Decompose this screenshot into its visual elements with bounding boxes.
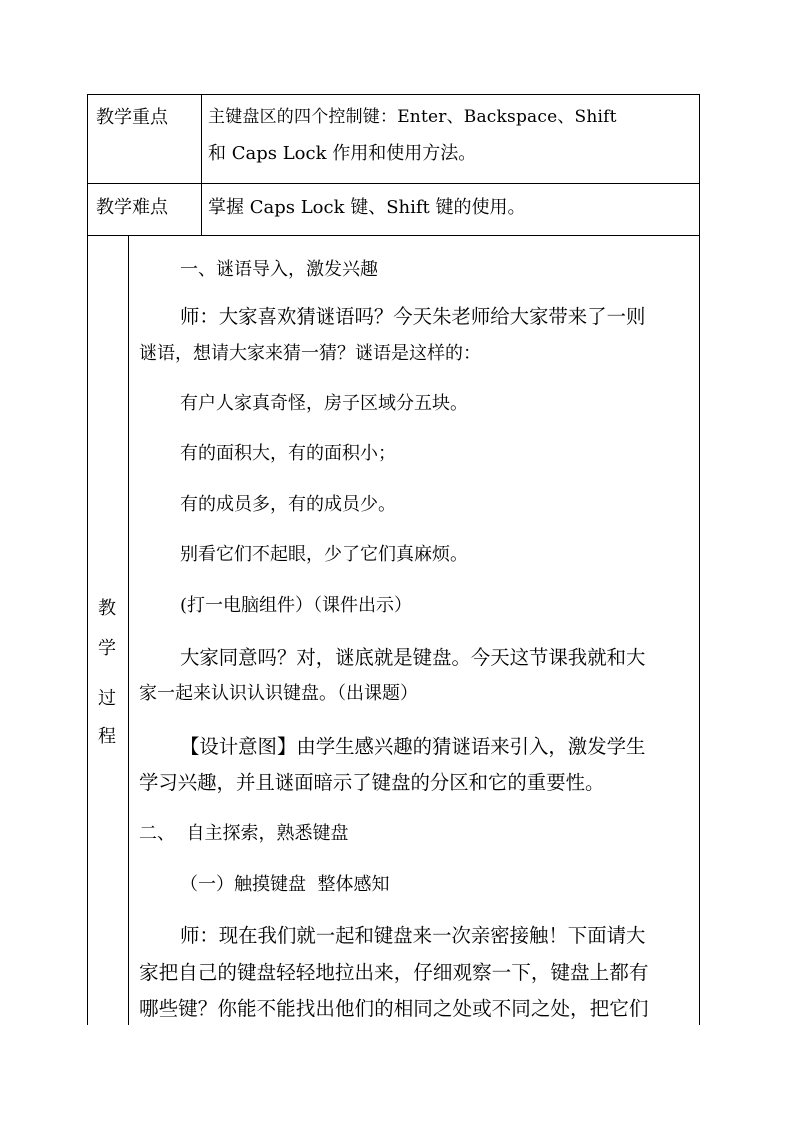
paragraph-answer-2: 家一起来认识认识键盘。（出课题） [139, 683, 418, 704]
riddle-hint: (打一电脑组件）（课件出示） [180, 595, 413, 616]
paragraph-teacher-keyboard-2: 家把自己的键盘轻轻地拉出来，仔细观察一下，键盘上都有 [139, 961, 649, 984]
paragraph-teacher-keyboard-3: 哪些键？你能不能找出他们的相同之处或不同之处，把它们 [139, 997, 649, 1020]
subsection-heading-touch: （一）触摸键盘 整体感知 [180, 874, 390, 895]
key-points-line-2: 和 Caps Lock 作用和使用方法。 [208, 143, 477, 164]
paragraph-teacher-keyboard-1: 师：现在我们就一起和键盘来一次亲密接触！下面请大 [180, 924, 646, 947]
riddle-line-1: 有户人家真奇怪，房子区域分五块。 [180, 393, 468, 414]
riddle-line-2: 有的面积大，有的面积小； [180, 443, 396, 464]
riddle-line-4: 别看它们不起眼，少了它们真麻烦。 [180, 544, 468, 565]
design-intent-1: 【设计意图】由学生感兴趣的猜谜语来引入，激发学生 [180, 735, 646, 758]
process-label-char-4: 程 [98, 726, 116, 747]
paragraph-teacher-riddle-1: 师：大家喜欢猜谜语吗？今天朱老师给大家带来了一则 [180, 305, 646, 328]
process-label-char-2: 学 [98, 638, 116, 659]
process-label-char-3: 过 [98, 688, 116, 709]
difficulties-content: 掌握 Caps Lock 键、Shift 键的使用。 [208, 197, 526, 218]
design-intent-2: 学习兴趣，并且谜面暗示了键盘的分区和它的重要性。 [139, 771, 605, 794]
section-heading-riddle: 一、谜语导入，激发兴趣 [180, 259, 378, 280]
key-points-line-1: 主键盘区的四个控制键：Enter、Backspace、Shift [208, 107, 617, 127]
riddle-line-3: 有的成员多，有的成员少。 [180, 494, 396, 515]
difficulties-label: 教学难点 [96, 197, 168, 218]
key-points-label: 教学重点 [96, 107, 168, 128]
paragraph-teacher-riddle-2: 谜语，想请大家来猜一猜？谜语是这样的： [139, 343, 481, 364]
process-label-cell [87, 235, 129, 1025]
paragraph-answer-1: 大家同意吗？对，谜底就是键盘。今天这节课我就和大 [180, 646, 646, 669]
process-label-char-1: 教 [98, 598, 116, 619]
section-heading-explore: 二、 自主探索，熟悉键盘 [139, 823, 349, 844]
